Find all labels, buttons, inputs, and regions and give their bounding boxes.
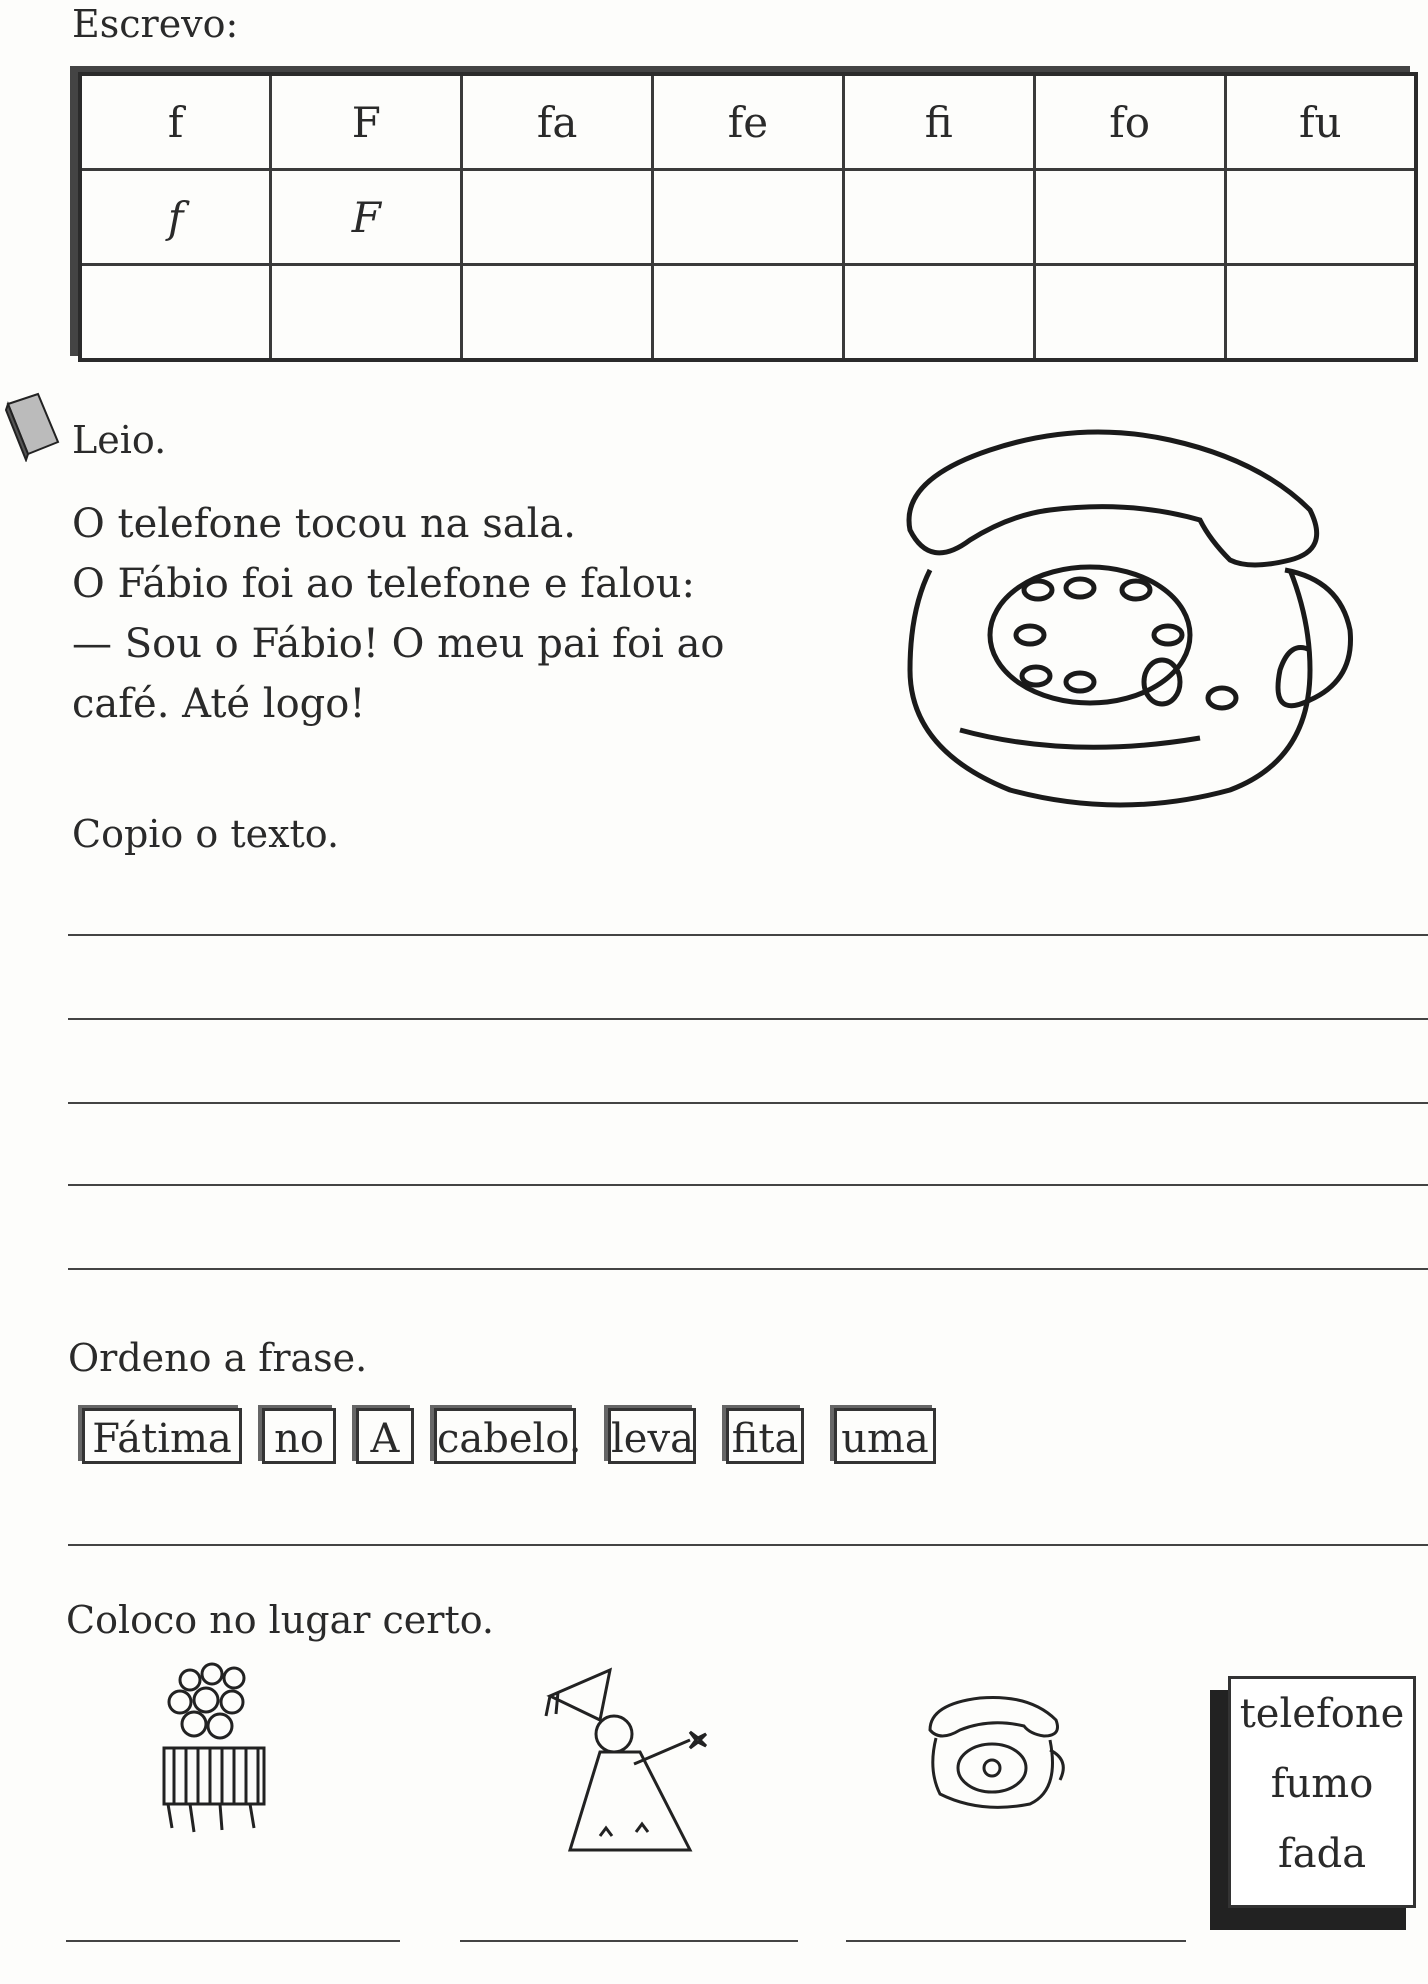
word-card[interactable]: A	[356, 1408, 414, 1464]
table-cell-empty[interactable]	[462, 170, 653, 265]
table-cell: F	[271, 74, 462, 170]
table-cell: fa	[462, 74, 653, 170]
writing-line[interactable]	[68, 1544, 1428, 1546]
telephone-icon	[920, 1690, 1070, 1820]
word-card[interactable]: no	[262, 1408, 336, 1464]
table-cell-empty[interactable]	[1225, 170, 1416, 265]
syllable-table	[78, 72, 1418, 362]
word-bank-item: fada	[1277, 1831, 1367, 1877]
telephone-icon	[870, 420, 1370, 820]
reading-line: O Fábio foi ao telefone e falou:	[72, 561, 696, 607]
table-cell-cursive: f	[80, 170, 271, 265]
writing-line[interactable]	[68, 1268, 1428, 1270]
table-row-cursive	[80, 170, 1416, 265]
table-cell-empty[interactable]	[653, 265, 844, 361]
table-cell: fe	[653, 74, 844, 170]
writing-line[interactable]	[68, 934, 1428, 936]
table-cell-empty[interactable]	[462, 265, 653, 361]
fairy-icon	[540, 1660, 720, 1860]
table-cell: fo	[1034, 74, 1225, 170]
reading-text	[72, 494, 725, 734]
table-cell-empty[interactable]	[653, 170, 844, 265]
writing-line[interactable]	[68, 1018, 1428, 1020]
word-card[interactable]: fita	[726, 1408, 804, 1464]
table-cell-empty[interactable]	[271, 265, 462, 361]
section-title-copio: Copio o texto.	[72, 812, 340, 856]
word-card[interactable]: leva	[608, 1408, 696, 1464]
table-cell: fu	[1225, 74, 1416, 170]
answer-line[interactable]	[66, 1940, 400, 1942]
table-cell-empty[interactable]	[843, 265, 1034, 361]
table-row-blank	[80, 265, 1416, 361]
word-bank-item: telefone	[1239, 1691, 1405, 1737]
reading-line: café. Até logo!	[72, 681, 366, 727]
table-cell-empty[interactable]	[80, 265, 271, 361]
table-cell-empty[interactable]	[843, 170, 1034, 265]
word-card[interactable]: cabelo.	[434, 1408, 576, 1464]
table-row-header	[80, 74, 1416, 170]
section-title-coloco: Coloco no lugar certo.	[66, 1598, 495, 1642]
section-title-escrevo: Escrevo:	[72, 2, 239, 46]
word-bank-card	[1228, 1676, 1416, 1908]
word-card[interactable]: Fátima	[82, 1408, 242, 1464]
writing-line[interactable]	[68, 1184, 1428, 1186]
table-cell: f	[80, 74, 271, 170]
table-cell-cursive: F	[271, 170, 462, 265]
answer-line[interactable]	[846, 1940, 1186, 1942]
reading-line: O telefone tocou na sala.	[72, 501, 576, 547]
reading-line: — Sou o Fábio! O meu pai foi ao	[72, 621, 725, 667]
table-cell: fi	[843, 74, 1034, 170]
section-title-leio: Leio.	[72, 418, 167, 462]
writing-line[interactable]	[68, 1102, 1428, 1104]
table-cell-empty[interactable]	[1034, 170, 1225, 265]
section-title-ordeno: Ordeno a frase.	[68, 1336, 368, 1380]
smoke-chimney-icon	[150, 1660, 280, 1840]
table-cell-empty[interactable]	[1034, 265, 1225, 361]
answer-line[interactable]	[460, 1940, 798, 1942]
word-card[interactable]: uma	[834, 1408, 936, 1464]
table-cell-empty[interactable]	[1225, 265, 1416, 361]
book-icon	[2, 390, 62, 462]
word-bank-item: fumo	[1270, 1761, 1374, 1807]
